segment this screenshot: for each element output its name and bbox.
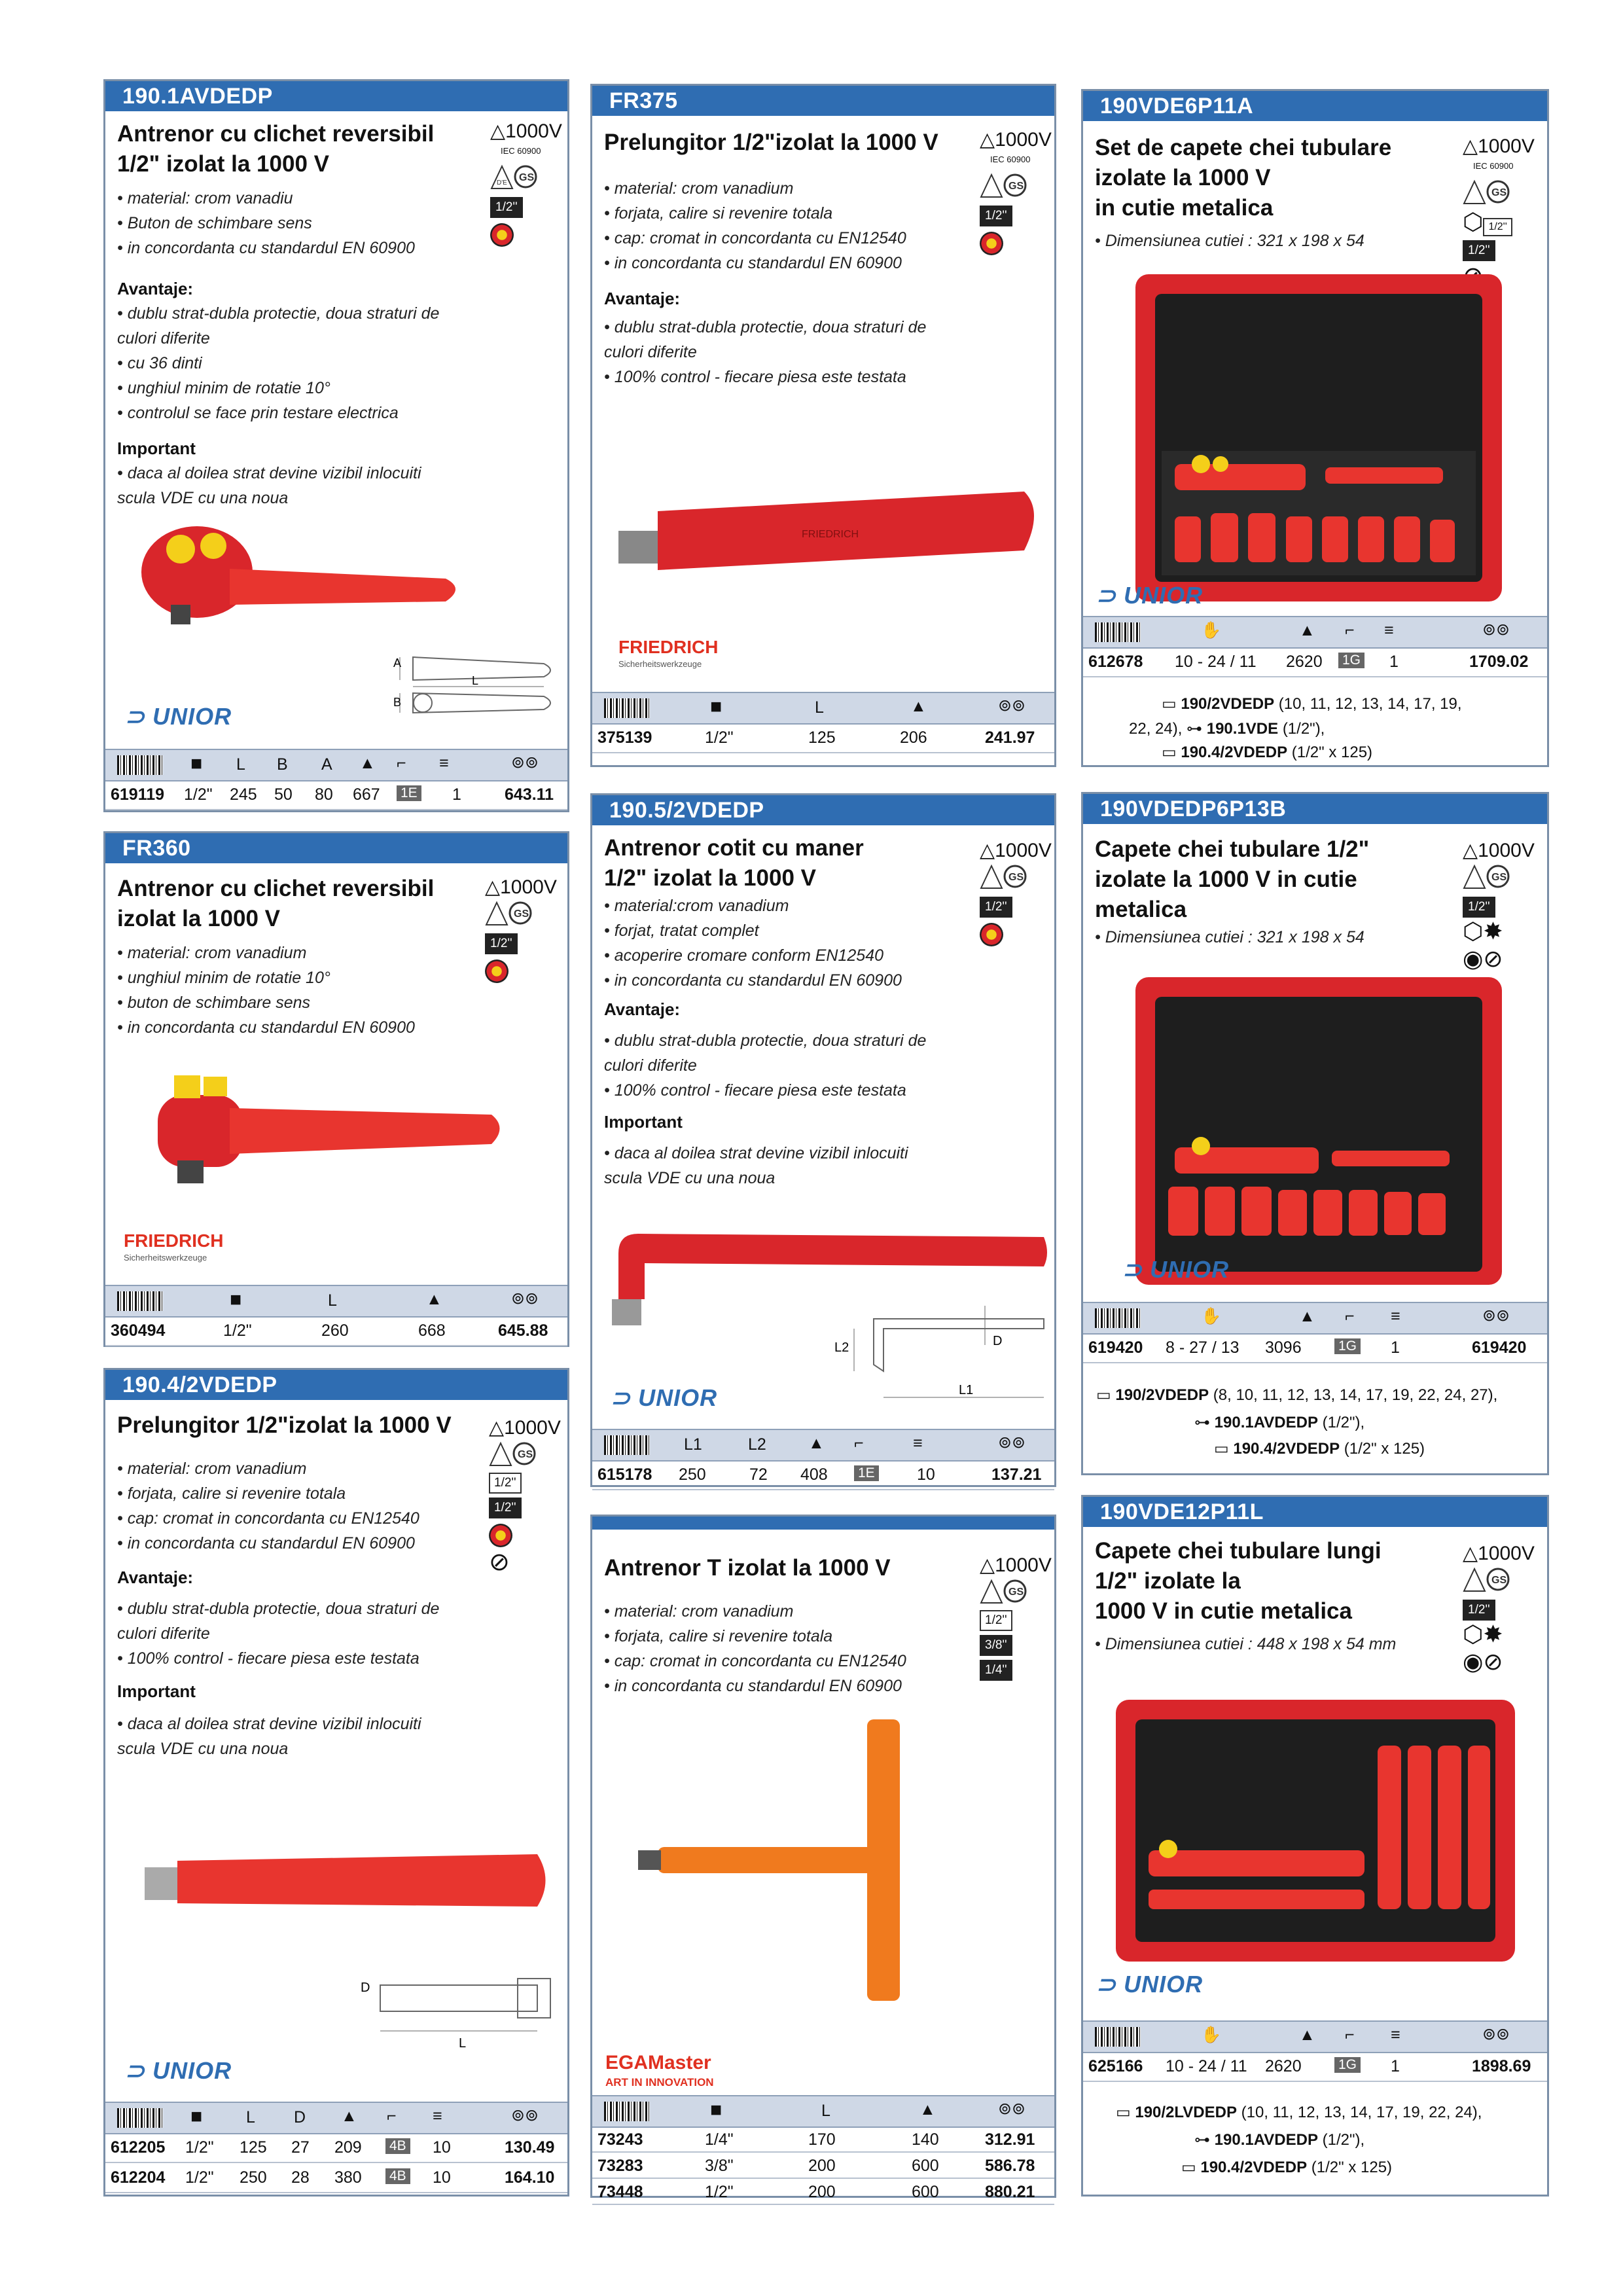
brand-logo: ⊃ UNIOR: [1096, 582, 1204, 609]
feature-list: • Dimensiunea cutiei : 321 x 198 x 54: [1095, 232, 1364, 250]
coins-icon: ⊚⊚: [998, 2100, 1026, 2118]
product-title: Set de capete chei tubulare izolate la 1000 V in cutie metalica: [1095, 135, 1392, 221]
table-header-row: [105, 2102, 567, 2134]
weight-icon: ▲: [910, 697, 927, 715]
dim-b-label: B: [393, 696, 402, 709]
drive-size-badge: 1/2'': [1463, 1600, 1495, 1621]
drive-size-badge: 1/2'': [485, 933, 518, 954]
product-code: FR360: [105, 833, 567, 863]
product-card-t-handle: [590, 1515, 1056, 2201]
certification-badges: [980, 129, 1052, 255]
voltage-triangle-icon: △1000V IEC 60900: [980, 129, 1052, 164]
coins-icon: ⊚⊚: [511, 753, 539, 772]
weight-icon: ▲: [1299, 621, 1315, 639]
table-header-row: [105, 1285, 567, 1318]
product-card-190vde12p11l: [1081, 1495, 1549, 2197]
drive-size-badge: 1/2'': [1463, 897, 1495, 918]
product-card-190vde6p11a: [1081, 89, 1549, 767]
brand-logo: ⊃ UNIOR: [125, 2057, 232, 2084]
svg-text:GS: GS: [519, 172, 535, 183]
drive-square-icon: ■: [230, 1289, 242, 1310]
table-header-row: [592, 2095, 1054, 2128]
brand-logo: ⊃ UNIOR: [611, 1384, 718, 1411]
product-card-190vdedp6p13b: [1081, 792, 1549, 1475]
product-code: FR375: [592, 86, 1054, 116]
dim-d-label: D: [993, 1334, 1003, 1348]
voltage-triangle-icon: △1000V: [980, 840, 1052, 861]
barcode-icon: [604, 1435, 650, 1455]
coins-icon: ⊚⊚: [1482, 620, 1510, 639]
svg-text:GS: GS: [1491, 872, 1507, 883]
certification-badges: [1463, 1544, 1541, 1676]
feature-list: • material: crom vanadium • forjata, calire si revenire totala • cap: cromat in concordanta cu EN12540 • in concordanta cu standardul EN 60900: [604, 179, 906, 272]
voltage-triangle-icon: △1000V IEC 60900: [1463, 135, 1535, 171]
no-tool-icon: ⊘: [489, 1549, 510, 1576]
ratchet-image: [145, 1062, 511, 1193]
product-card-fr375: [590, 84, 1056, 767]
coins-icon: ⊚⊚: [1482, 2025, 1510, 2043]
advantages-heading: Avantaje:: [117, 279, 194, 298]
barcode-icon: [604, 698, 650, 718]
important-heading: Important: [117, 439, 196, 458]
table-row: 612205 1/2" 125 27 209 4B 10 130.49: [105, 2132, 567, 2163]
dim-l-label: L: [459, 2036, 467, 2051]
svg-text:FRIEDRICH: FRIEDRICH: [802, 529, 859, 540]
col-l: L: [821, 2102, 830, 2120]
voltage-triangle-icon: △1000V: [485, 876, 557, 898]
col-l2: L2: [748, 1435, 766, 1454]
product-card-190-5-2vdedp: [590, 793, 1056, 1487]
drive-size-badge: 1/2'': [489, 1498, 522, 1518]
certification-badges: [980, 840, 1052, 946]
pallet-icon: ⌐: [1345, 2026, 1355, 2044]
dim-d-label: D: [361, 1981, 370, 1995]
brand-logo: FRIEDRICH Sicherheitswerkzeuge: [124, 1230, 224, 1263]
advantages-heading: Avantaje:: [604, 999, 681, 1019]
table-header-row: [592, 692, 1054, 725]
product-code: 190VDE12P11L: [1083, 1497, 1547, 1527]
feature-list: • material: crom vanadium • forjata, calire si revenire totala • cap: cromat in concordanta cu EN12540 • in concordanta cu standardul EN 60900: [604, 1602, 906, 1695]
weight-icon: ▲: [359, 754, 376, 772]
important-list: • daca al doilea strat devine vizibil inlocuiti scula VDE cu una noua: [604, 1144, 908, 1187]
no-tool-icon: ◉⊘: [1463, 1648, 1503, 1675]
ratchet-image: [132, 507, 472, 664]
set-contents: ⊶ 190.1AVDEDP (1/2"),: [1194, 1414, 1365, 1431]
advantages-list: • dublu strat-dubla protectie, doua straturi de culori diferite • cu 36 dinti • unghiul minim de rotatie 10° • controlul se face prin testare electrica: [117, 304, 440, 422]
hand-icon: ✋: [1201, 621, 1222, 639]
feature-list: • Dimensiunea cutiei : 448 x 198 x 54 mm: [1095, 1635, 1397, 1653]
svg-text:GS: GS: [518, 1449, 533, 1460]
brand-logo: ⊃ UNIOR: [1096, 1971, 1204, 1998]
gs-approval-icon: [980, 172, 1028, 198]
pallet-icon: ⌐: [1345, 621, 1355, 639]
socket-set-case-image: [1135, 971, 1502, 1298]
socket-set-case-image: [1135, 268, 1502, 634]
barcode-icon: [1095, 1308, 1141, 1328]
gs-approval-icon: [490, 164, 539, 190]
product-code: 190.5/2VDEDP: [592, 795, 1054, 825]
drive-size-badge: 3/8'': [980, 1635, 1012, 1656]
col-l: L: [815, 698, 824, 717]
product-code: 190VDEDP6P13B: [1083, 794, 1547, 824]
drive-square-icon: ■: [710, 2099, 722, 2121]
set-contents: ▭ 190/2VDEDP (8, 10, 11, 12, 13, 14, 17, 19, 22, 24, 27),: [1096, 1386, 1498, 1404]
weight-icon: ▲: [426, 1290, 442, 1308]
drive-size-badge: 1/4'': [980, 1660, 1012, 1681]
table-row: 612678 10 - 24 / 11 2620 1G 1 1709.02: [1083, 646, 1547, 677]
voltage-triangle-icon: △1000V: [1463, 1543, 1535, 1564]
brand-logo: ⊃ UNIOR: [125, 703, 232, 730]
feature-list: • material: crom vanadium • unghiul minim de rotatie 10° • buton de schimbare sens • in concordanta cu standardul EN 60900: [117, 944, 415, 1037]
barcode-icon: [117, 1291, 163, 1311]
gs-approval-icon: [1463, 1566, 1511, 1592]
product-title: Capete chei tubulare lungi 1/2" izolate la 1000 V in cutie metalica: [1095, 1538, 1382, 1624]
coins-icon: ⊚⊚: [1482, 1306, 1510, 1325]
flag-germany-icon: [980, 232, 1003, 255]
product-title: Antrenor T izolat la 1000 V: [604, 1555, 891, 1581]
voltage-triangle-icon: △1000V IEC 60900: [490, 120, 562, 156]
package-icon: ≡: [1384, 621, 1394, 639]
socket-hex-icon: ⬡✸: [1463, 918, 1503, 944]
drive-size-badge: 1/2'': [490, 197, 523, 218]
product-card-190-1avdedp: [103, 79, 569, 812]
barcode-icon: [604, 2102, 650, 2121]
extension-bar-image: [612, 465, 1044, 596]
table-header-row: [592, 1429, 1054, 1462]
pallet-icon: ⌐: [854, 1434, 864, 1452]
brand-logo: ⊃ UNIOR: [1122, 1256, 1230, 1283]
socket-square-icon: 1/2'': [489, 1473, 522, 1494]
flag-germany-icon: [490, 223, 514, 247]
extension-bar-image: [138, 1841, 557, 1933]
socket-hex-icon: ⬡✸: [1463, 1621, 1503, 1647]
certification-badges: [1463, 841, 1541, 973]
brand-logo: EGAMaster ART IN INNOVATION: [605, 2052, 714, 2089]
advantages-heading: Avantaje:: [604, 289, 681, 308]
product-title: Capete chei tubulare 1/2" izolate la 1000 V in cutie metalica: [1095, 836, 1370, 922]
package-icon: ≡: [439, 754, 449, 772]
voltage-triangle-icon: △1000V: [980, 1554, 1052, 1576]
col-l: L: [246, 2108, 255, 2126]
drive-square-icon: ■: [190, 753, 203, 774]
set-contents: ⊶ 190.1AVDEDP (1/2"),: [1194, 2131, 1365, 2149]
feature-list: • material:crom vanadium • forjat, tratat complet • acoperire cromare conform EN12540 • in concordanta cu standardul EN 60900: [604, 897, 902, 990]
barcode-icon: [117, 2108, 163, 2128]
col-d: D: [294, 2108, 306, 2126]
table-header-row: [1083, 616, 1547, 649]
drive-size-badge: 1/2'': [980, 897, 1012, 918]
dim-l1-label: L1: [959, 1383, 974, 1397]
flag-germany-icon: [489, 1524, 512, 1547]
weight-icon: ▲: [1299, 1307, 1315, 1325]
drive-size-badge: 1/2'': [980, 1610, 1012, 1631]
gs-approval-icon: [489, 1441, 537, 1467]
table-row: 612204 1/2" 250 28 380 4B 10 164.10: [105, 2162, 567, 2193]
product-header-bar: [592, 1516, 1054, 1530]
set-contents: 22, 24), ⊶ 190.1VDE (1/2"),: [1129, 720, 1325, 738]
pallet-icon: ⌐: [397, 754, 406, 772]
pallet-icon: ⌐: [387, 2107, 397, 2125]
table-row: 73448 1/2" 200 600 880.21: [592, 2178, 1054, 2205]
important-list: • daca al doilea strat devine vizibil inlocuiti scula VDE cu una noua: [117, 1715, 421, 1758]
advantages-list: • dublu strat-dubla protectie, doua straturi de culori diferite • 100% control - fiecare piesa este testata: [604, 318, 927, 386]
gs-approval-icon: [980, 1578, 1028, 1604]
drive-square-icon: ■: [190, 2106, 203, 2127]
no-tool-icon: ◉⊘: [1463, 945, 1503, 972]
advantages-list: • dublu strat-dubla protectie, doua straturi de culori diferite • 100% control - fiecare piesa este testata: [604, 1031, 927, 1100]
t-handle-image: [632, 1713, 972, 2014]
svg-text:GS: GS: [1491, 1575, 1507, 1586]
col-l1: L1: [684, 1435, 702, 1454]
svg-text:GS: GS: [1008, 1587, 1024, 1598]
package-icon: ≡: [433, 2107, 442, 2125]
hand-icon: ✋: [1201, 2026, 1222, 2044]
socket-hex-icon: ⬡ 1/2'': [1463, 208, 1541, 236]
gs-approval-icon: [1463, 863, 1511, 889]
certification-badges: [489, 1417, 561, 1577]
table-row: 73283 3/8" 200 600 586.78: [592, 2151, 1054, 2179]
drive-size-badge: 1/2'': [980, 206, 1012, 226]
flag-germany-icon: [980, 923, 1003, 946]
gs-approval-icon: [980, 863, 1028, 889]
feature-list: • Dimensiunea cutiei : 321 x 198 x 54: [1095, 928, 1364, 946]
product-card-fr360: [103, 831, 569, 1347]
product-card-190-4-2vdedp: [103, 1368, 569, 2197]
table-row: 375139 1/2" 125 206 241.97: [592, 722, 1054, 753]
dim-l2-label: L2: [834, 1340, 849, 1355]
product-code: 190.1AVDEDP: [105, 81, 567, 111]
table-row: 619420 8 - 27 / 13 3096 1G 1 619420: [1083, 1332, 1547, 1363]
dim-l-label: L: [472, 674, 479, 687]
drive-square-icon: ■: [710, 696, 722, 717]
voltage-triangle-icon: △1000V: [489, 1417, 561, 1439]
table-header-row: [105, 749, 567, 781]
svg-text:D'E: D'E: [497, 179, 507, 187]
dimension-diagram: [834, 1306, 1050, 1410]
important-heading: Important: [117, 1681, 196, 1701]
product-code: 190.4/2VDEDP: [105, 1370, 567, 1400]
flag-germany-icon: [485, 960, 508, 983]
gs-approval-icon: [485, 900, 533, 926]
weight-icon: ▲: [919, 2100, 936, 2119]
product-title: Prelungitor 1/2"izolat la 1000 V: [117, 1412, 452, 1438]
product-title: Antrenor cu clichet reversibil 1/2" izolat la 1000 V: [117, 121, 435, 177]
table-row: 615178 250 72 408 1E 10 137.21: [592, 1459, 1054, 1490]
package-icon: ≡: [913, 1434, 923, 1452]
pallet-icon: ⌐: [1345, 1307, 1355, 1325]
set-contents: ▭ 190.4/2VDEDP (1/2" x 125): [1214, 1440, 1425, 1458]
coins-icon: ⊚⊚: [998, 696, 1026, 715]
product-code: 190VDE6P11A: [1083, 91, 1547, 121]
package-icon: ≡: [1391, 1307, 1400, 1325]
coins-icon: ⊚⊚: [511, 1289, 539, 1308]
set-contents: ▭ 190.4/2VDEDP (1/2" x 125): [1162, 744, 1373, 761]
certification-badges: [980, 1554, 1052, 1681]
col-a: A: [321, 755, 332, 774]
barcode-icon: [1095, 2027, 1141, 2047]
product-title: Prelungitor 1/2"izolat la 1000 V: [604, 130, 938, 155]
table-row: 619119 1/2" 245 50 80 667 1E 1 643.11: [105, 779, 567, 810]
advantages-list: • dublu strat-dubla protectie, doua straturi de culori diferite • 100% control - fiecare piesa este testata: [117, 1600, 440, 1668]
gs-approval-icon: [1463, 179, 1511, 205]
coins-icon: ⊚⊚: [998, 1433, 1026, 1452]
product-title: Antrenor cu clichet reversibil izolat la 1000 V: [117, 876, 435, 931]
advantages-heading: Avantaje:: [117, 1568, 194, 1587]
product-title: Antrenor cotit cu maner 1/2" izolat la 1000 V: [604, 835, 864, 891]
weight-icon: ▲: [808, 1434, 825, 1452]
table-row: 360494 1/2" 260 668 645.88: [105, 1315, 567, 1346]
svg-text:GS: GS: [1008, 872, 1024, 883]
feature-list: • material: crom vanadiu • Buton de schimbare sens • in concordanta cu standardul EN 60900: [117, 189, 415, 257]
voltage-triangle-icon: △1000V: [1463, 840, 1535, 861]
certification-badges: [485, 876, 557, 983]
important-list: • daca al doilea strat devine vizibil inlocuiti scula VDE cu una noua: [117, 464, 421, 507]
long-socket-set-case-image: [1116, 1693, 1522, 1981]
hand-icon: ✋: [1201, 1307, 1222, 1325]
dimension-diagram: [393, 651, 563, 736]
package-icon: ≡: [1391, 2026, 1400, 2044]
col-l: L: [328, 1291, 337, 1310]
barcode-icon: [1095, 622, 1141, 642]
svg-text:GS: GS: [1491, 187, 1507, 198]
set-contents: ▭ 190/2VDEDP (10, 11, 12, 13, 14, 17, 19,: [1162, 695, 1462, 713]
drive-size-badge: 1/2'': [1463, 240, 1495, 261]
col-l: L: [236, 755, 245, 774]
dim-a-label: A: [393, 656, 402, 670]
col-b: B: [277, 755, 288, 774]
feature-list: • material: crom vanadium • forjata, calire si revenire totala • cap: cromat in concordanta cu EN12540 • in concordanta cu standardul EN 60900: [117, 1460, 419, 1552]
dimension-diagram: [361, 1972, 557, 2051]
coins-icon: ⊚⊚: [511, 2106, 539, 2125]
set-contents: ▭ 190.4/2VDEDP (1/2" x 125): [1181, 2159, 1393, 2176]
weight-icon: ▲: [341, 2107, 357, 2125]
barcode-icon: [117, 755, 163, 775]
important-heading: Important: [604, 1112, 683, 1132]
svg-text:GS: GS: [1008, 181, 1024, 192]
table-header-row: [1083, 2020, 1547, 2053]
svg-text:GS: GS: [514, 908, 529, 920]
table-row: 625166 10 - 24 / 11 2620 1G 1 1898.69: [1083, 2051, 1547, 2082]
table-row: 73243 1/4" 170 140 312.91: [592, 2125, 1054, 2153]
set-contents: ▭ 190/2LVDEDP (10, 11, 12, 13, 14, 17, 19, 22, 24),: [1116, 2104, 1482, 2121]
brand-logo: FRIEDRICH Sicherheitswerkzeuge: [618, 637, 719, 669]
table-header-row: [1083, 1302, 1547, 1335]
weight-icon: ▲: [1299, 2026, 1315, 2044]
certification-badges: [490, 120, 562, 247]
